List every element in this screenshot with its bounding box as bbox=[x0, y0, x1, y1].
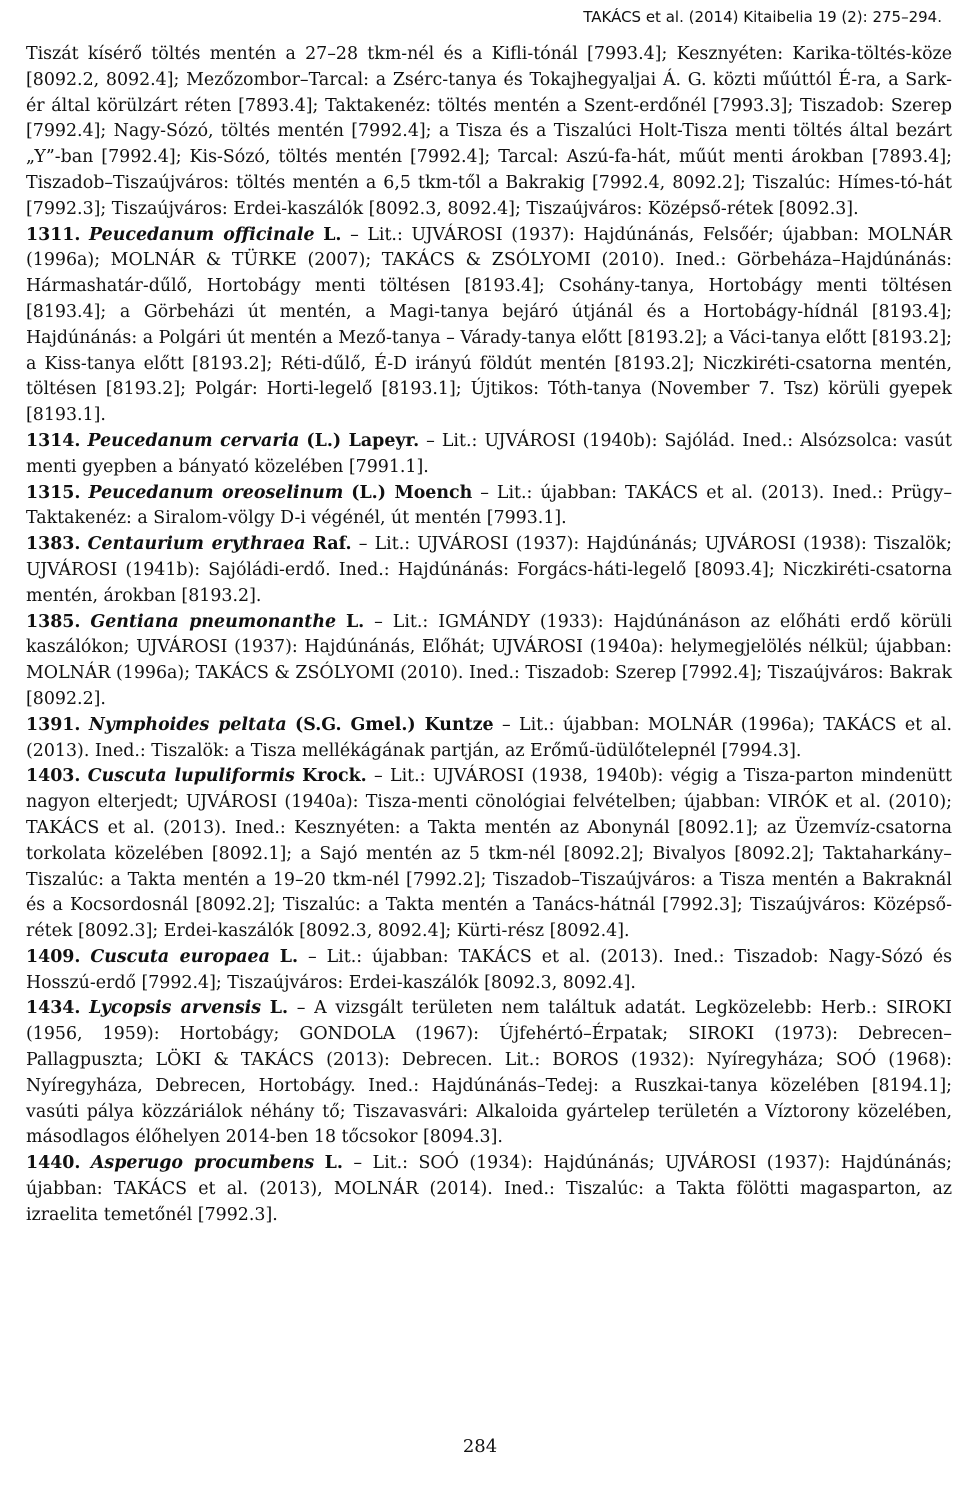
species-author: L. bbox=[324, 1153, 343, 1174]
species-author: L. bbox=[345, 611, 365, 632]
species-author: L. bbox=[323, 224, 342, 245]
entry-number: 1440. bbox=[26, 1153, 81, 1174]
species-name: Peucedanum officinale bbox=[89, 224, 315, 245]
species-author: Raf. bbox=[312, 534, 352, 555]
species-entry bbox=[26, 764, 952, 945]
entry-text: – Lit.: újabban: TAKÁCS et al. (2013). Ined.: Prügy–Taktakenéz: a Siralom-völgy D-i végénél, út mentén [7993.1]. bbox=[26, 482, 953, 529]
entry-number: 1314. bbox=[26, 430, 81, 451]
entry-text: – Lit.: újabban: MOLNÁR (1996a); TAKÁCS et al. (2013). Ined.: Tiszalök: a Tisza mellékágának partján, az Erőmű-üdülőtelepnél [7994.3]. bbox=[26, 714, 953, 761]
entry-number: 1391. bbox=[26, 714, 81, 735]
species-entry bbox=[26, 996, 952, 1151]
species-author: (S.G. Gmel.) Kuntze bbox=[295, 714, 494, 735]
entry-text: – Lit.: UJVÁROSI (1937): Hajdúnánás, Felsőér; újabban: MOLNÁR (1996a); MOLNÁR & TÜRKE (2007); TAKÁCS & ZSÓLYOMI (2010). Ined.: Görbeháza–Hajdúnánás: Hármashatár-dűlő, Hortobágy menti töltésen [8193.4]; Csohány-tanya, Hortobágy menti töltésen [8193.4]; a Görbeházi út mentén, a Magi-tanya bejáró útjánál és a Hortobágy-hídnál [8193.4]; Hajdúnánás: a Polgári út mentén a Mező-tanya – Várady-tanya előtt [8193.2]; a Váci-tanya előtt [8193.2]; a Kiss-tanya előtt [8193.2]; Réti-dűlő, É-D irányú földút mentén [8193.2]; Niczkiréti-csatorna mentén, töltésen [8193.2]; Polgár: Horti-legelő [8193.1]; Újtikos: Tóth-tanya (November 7. Tsz) körüli gyepek [8193.1]. bbox=[26, 224, 952, 426]
entry-text: – A vizsgált területen nem találtuk adatát. Legközelebb: Herb.: SIROKI (1956, 1959): Hortobágy; GONDOLA (1967): Újfehértó–Érpatak; SIROKI (1973): Debrecen–Pallagpuszta; LÖKI & TAKÁCS (2013): Debrecen. Lit.: BOROS (1932): Nyíregyháza; SOÓ (1968): Nyíregyháza, Debrecen, Hortobágy. Ined.: Hajdúnánás–Tedej: a Ruszkai-tanya közelében [8194.1]; vasúti pálya közzáriálok néhány tő; Tiszavasvári: Alkaloida gyártelep területén a Víztorony közelében, másodlagos élőhelyen 2014-ben 18 tőcsokor [8094.3]. bbox=[26, 998, 952, 1148]
entry-number: 1409. bbox=[26, 946, 81, 967]
species-entry bbox=[26, 532, 952, 609]
entry-text: – Lit.: IGMÁNDY (1933): Hajdúnánáson az előháti erdő körüli kaszálókon; UJVÁROSI (1937): Hajdúnánás, Előhát; UJVÁROSI (1940a): helymegjelölés nélkül; újabban: MOLNÁR (1996a); TAKÁCS & ZSÓLYOMI (2010). Ined.: Tiszadob: Szerep [7992.4]; Tiszaújváros: Bakrak [8092.2]. bbox=[26, 611, 952, 709]
species-name: Cuscuta europaea bbox=[90, 946, 270, 967]
species-name: Gentiana pneumonanthe bbox=[90, 611, 337, 632]
species-name: Peucedanum oreoselinum bbox=[88, 482, 344, 503]
species-name: Lycopsis arvensis bbox=[89, 998, 262, 1019]
running-header: TAKÁCS et al. (2014) Kitaibelia 19 (2): 275–294. bbox=[583, 8, 942, 26]
entry-number: 1385. bbox=[26, 611, 81, 632]
entry-number: 1403. bbox=[26, 766, 81, 787]
entry-number: 1315. bbox=[26, 482, 81, 503]
entry-text: – Lit.: UJVÁROSI (1938, 1940b): végig a Tisza-parton mindenütt nagyon elterjedt; UJVÁROSI (1940a): Tisza-menti cönológiai felvételben; újabban: VIRÓK et al. (2010); TAKÁCS et al. (2013). Ined.: Kesznyéten: a Takta mentén az Abonynál [8092.1]; az Üzemvíz-csatorna torkolata közelében [8092.1]; a Sajó mentén az 5 tkm-nél [8092.2]; Bivalyos [8092.2]; Taktaharkány–Tiszalúc: a Takta mentén a 19–20 tkm-nél [7992.2]; Tiszadob–Tiszaújváros: a Tisza mentén a Bakraknál és a Kocsordosnál [8092.2]; Tiszalúc: a Takta mentén a Tanács-hátnál [7992.3]; Tiszaújváros: Középső-rétek [8092.3]; Erdei-kaszálók [8092.3, 8092.4]; Kürti-rész [8092.4]. bbox=[26, 766, 952, 942]
species-name: Asperugo procumbens bbox=[90, 1153, 315, 1174]
species-author: Krock. bbox=[302, 766, 367, 787]
species-name: Cuscuta lupuliformis bbox=[87, 766, 295, 787]
species-entry bbox=[26, 713, 952, 765]
species-name: Peucedanum cervaria bbox=[87, 430, 300, 451]
species-entry bbox=[26, 610, 952, 713]
entry-text: – Lit.: újabban: TAKÁCS et al. (2013). Ined.: Tiszadob: Nagy-Sózó és Hosszú-erdő [7992.4]; Tiszaújváros: Erdei-kaszálók [8092.3, 8092.4]. bbox=[26, 946, 953, 993]
species-name: Centaurium erythraea bbox=[87, 534, 306, 555]
species-entry bbox=[26, 223, 952, 429]
entry-number: 1383. bbox=[26, 534, 81, 555]
page-number: 284 bbox=[462, 1436, 498, 1457]
species-entry bbox=[26, 945, 952, 997]
entry-number: 1311. bbox=[26, 224, 81, 245]
species-author: L. bbox=[279, 946, 299, 967]
species-entries bbox=[26, 223, 952, 1229]
entry-text: – Lit.: UJVÁROSI (1937): Hajdúnánás; UJVÁROSI (1938): Tiszalök; UJVÁROSI (1941b): Sajóládi-erdő. Ined.: Hajdúnánás: Forgács-háti-legelő [8093.4]; Niczkiréti-csatorna mentén, árokban [8193.2]. bbox=[26, 534, 953, 606]
entry-number: 1434. bbox=[26, 998, 81, 1019]
species-entry bbox=[26, 429, 952, 481]
intro-paragraph: Tiszát kísérő töltés mentén a 27–28 tkm-nél és a Kifli-tónál [7993.4]; Kesznyéten: Karika-töltés-köze [8092.2, 8092.4]; Mezőzombor–Tarcal: a Zsérc-tanya és Tokajhegyaljai Á. G. közti műúttól É-ra, a Sark-ér által körülzárt réten [7893.4]; Taktakenéz: töltés mentén a Szent-erdőnél [7993.3]; Tiszadob: Szerep [7992.4]; Nagy-Sózó, töltés mentén [7992.4]; a Tisza és a Tiszalúci Holt-Tisza menti töltés által bezárt „Y”-ban [7992.4]; Kis-Sózó, töltés mentén [7992.4]; Tarcal: Aszú-fa-hát, műút menti árokban [7893.4]; Tiszadob–Tiszaújváros: töltés mentén a 6,5 tkm-től a Bakrakig [7992.4, 8092.2]; Tiszalúc: Hímes-tó-hát [7992.3]; Tiszaújváros: Erdei-kaszálók [8092.3, 8092.4]; Tiszaújváros: Középső-rétek [8092.3]. bbox=[26, 44, 952, 219]
page-body bbox=[26, 42, 952, 1229]
species-author: (L.) Moench bbox=[351, 482, 473, 503]
species-author: (L.) Lapeyr. bbox=[306, 430, 420, 451]
entry-text: – Lit.: UJVÁROSI (1940b): Sajólád. Ined.: Alsózsolca: vasút menti gyepben a bányató közelében [7991.1]. bbox=[26, 430, 953, 477]
species-name: Nymphoides peltata bbox=[88, 714, 287, 735]
species-entry bbox=[26, 481, 952, 533]
species-entry bbox=[26, 1151, 952, 1228]
species-author: L. bbox=[269, 998, 289, 1019]
entry-text: – Lit.: SOÓ (1934): Hajdúnánás; UJVÁROSI (1937): Hajdúnánás; újabban: TAKÁCS et al. (2013), MOLNÁR (2014). Ined.: Tiszalúc: a Takta fölötti magasparton, az izraelita temetőnél [7992.3]. bbox=[26, 1153, 953, 1225]
